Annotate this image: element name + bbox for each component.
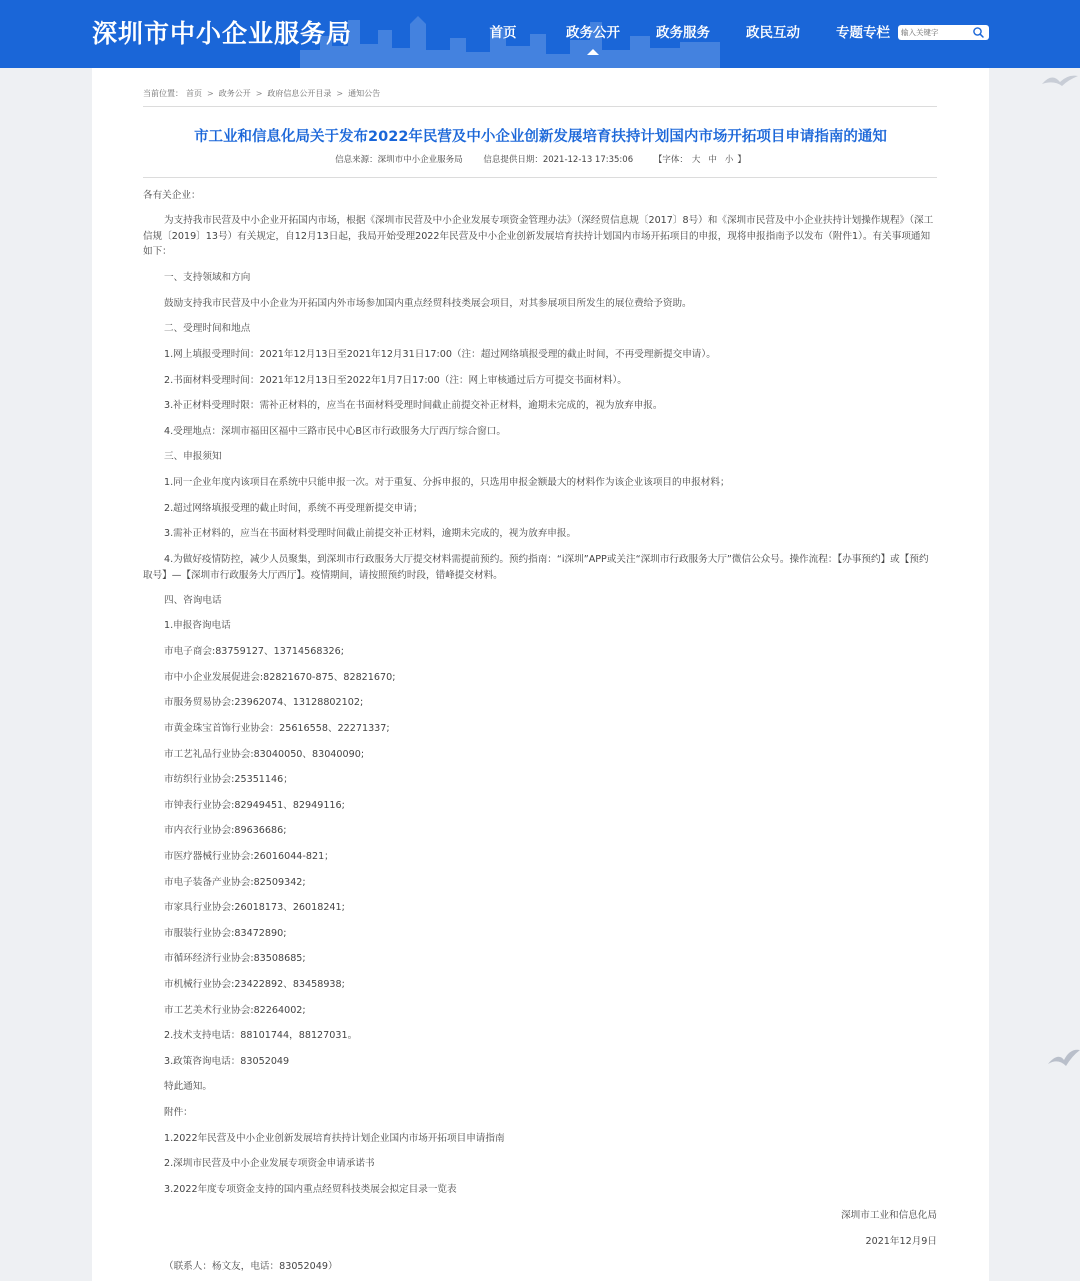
- contact-line: 市纺织行业协会:25351146；: [164, 774, 293, 785]
- contact-line: 市钟表行业协会:82949451、82949116;: [164, 800, 345, 811]
- font-size-medium[interactable]: 中: [708, 155, 717, 165]
- contact-line: 市电子商会:83759127、13714568326;: [164, 646, 344, 657]
- breadcrumb-separator: >: [336, 89, 344, 98]
- section-heading: 二、受理时间和地点: [164, 323, 251, 334]
- site-header: [0, 0, 1080, 68]
- section-heading: 四、咨询电话: [164, 595, 222, 606]
- contact-line: 市循环经济行业协会:83508685;: [164, 953, 306, 964]
- section-heading: 三、申报须知: [164, 451, 222, 462]
- divider: [143, 106, 937, 107]
- breadcrumb-item-notices[interactable]: 通知公告: [348, 89, 381, 98]
- attachment-link[interactable]: 1.2022年民营及中小企业创新发展培育扶持计划企业国内市场开拓项目申请指南: [164, 1133, 505, 1144]
- bird-decoration: [1040, 70, 1080, 92]
- paragraph: 1.同一企业年度内该项目在系统中只能申报一次。对于重复、分拆申报的，只选用申报金额最大的材料作为该企业该项目的申报材料；: [164, 477, 730, 488]
- contact-line: 市服装行业协会:83472890;: [164, 928, 287, 939]
- paragraph: 2.技术支持电话：88101744，88127031。: [164, 1030, 358, 1041]
- contact-line: 市内衣行业协会:89636686;: [164, 825, 287, 836]
- nav-government-affairs-open[interactable]: 政务公开: [548, 0, 638, 68]
- font-size-switcher: [654, 155, 746, 165]
- nav-home[interactable]: 首页: [489, 25, 517, 41]
- article-title: 市工业和信息化局关于发布2022年民营及中小企业创新发展培育扶持计划国内市场开拓项目申请指南的通知: [194, 129, 887, 145]
- font-size-small[interactable]: 小: [724, 155, 734, 165]
- breadcrumb: [143, 88, 383, 99]
- nav-government-services[interactable]: 政务服务: [656, 25, 710, 41]
- contact-line: 市服务贸易协会:23962074、13128802102;: [164, 697, 364, 708]
- issue-date: 2021年12月9日: [865, 1236, 937, 1247]
- nav-special-topics[interactable]: 专题专栏: [836, 25, 890, 41]
- search-input[interactable]: [898, 26, 971, 39]
- paragraph: 3.需补正材料的，应当在书面材料受理时间截止前提交补正材料，逾期未完成的，视为放弃申报。: [164, 528, 577, 539]
- contact-line: 市工艺美术行业协会:82264002;: [164, 1005, 306, 1016]
- attachment-link[interactable]: 2.深圳市民营及中小企业发展专项资金申请承诺书: [164, 1158, 375, 1169]
- contact-line: 市家具行业协会:26018173、26018241;: [164, 902, 345, 913]
- bird-decoration: [1048, 1046, 1080, 1070]
- contact-line: 市医疗器械行业协会:26016044-821；: [164, 851, 334, 862]
- paragraph: 4.受理地点：深圳市福田区福中三路市民中心B区市行政服务大厅西厅综合窗口。: [164, 426, 506, 437]
- content-panel: [92, 68, 989, 1281]
- attachments-heading: 附件：: [164, 1107, 193, 1118]
- article-meta: [92, 153, 989, 165]
- main-nav: [458, 0, 908, 68]
- contact-line: 市工艺礼品行业协会:83040050、83040090;: [164, 749, 365, 760]
- contact-line: 市电子装备产业协会:82509342;: [164, 877, 306, 888]
- issuer: 深圳市工业和信息化局: [841, 1210, 937, 1221]
- font-size-close: 】: [737, 155, 746, 165]
- breadcrumb-item-info-catalog[interactable]: 政府信息公开目录: [267, 89, 332, 98]
- breadcrumb-item-government-affairs[interactable]: 政务公开: [218, 89, 251, 98]
- paragraph: 2.书面材料受理时间：2021年12月13日至2022年1月7日17:00（注：网上审核通过后方可提交书面材料）。: [164, 375, 627, 386]
- font-size-label: 【字体：: [653, 155, 688, 165]
- paragraph: 鼓励支持我市民营及中小企业为开拓国内外市场参加国内重点经贸科技类展会项目，对其参展项目所发生的展位费给予资助。: [164, 298, 692, 309]
- font-size-large[interactable]: 大: [691, 155, 701, 165]
- section-heading: 一、支持领域和方向: [164, 272, 251, 283]
- nav-public-interaction[interactable]: 政民互动: [746, 25, 800, 41]
- site-title[interactable]: 深圳市中小企业服务局: [92, 19, 353, 48]
- paragraph: 4.为做好疫情防控，减少人员聚集，到深圳市行政服务大厅提交材料需提前预约。预约指南：“i深圳”APP或关注“深圳市行政服务大厅”微信公众号。操作流程：【办事预约】或【预约取号】—【深圳市行政服务大厅西厅】。疫情期间，请按照预约时段，错峰提交材料。: [143, 554, 929, 581]
- contact-line: 市黄金珠宝首饰行业协会：25616558、22271337;: [164, 723, 390, 734]
- divider: [143, 177, 937, 178]
- breadcrumb-separator: >: [207, 89, 214, 98]
- paragraph: 特此通知。: [164, 1081, 212, 1092]
- info-source: 信息来源：深圳市中小企业服务局: [335, 155, 463, 165]
- paragraph: 2.超过网络填报受理的截止时间，系统不再受理新提交申请；: [164, 503, 423, 514]
- paragraph-intro: 为支持我市民营及中小企业开拓国内市场，根据《深圳市民营及中小企业发展专项资金管理办法》（深经贸信息规〔2017〕8号）和《深圳市民营及中小企业扶持计划操作规程》（深工信规〔2019〕13号）有关规定，自12月13日起，我局开始受理2022年民营及中小企业创新发展培育扶持计划国内市场开拓项目的申报，现将申报指南予以发布（附件1）。有关事项通知如下：: [143, 215, 934, 257]
- search-box: [898, 25, 989, 40]
- paragraph: 3.补正材料受理时限：需补正材料的，应当在书面材料受理时间截止前提交补正材料，逾期未完成的，视为放弃申报。: [164, 400, 663, 411]
- breadcrumb-item-home[interactable]: 首页: [186, 89, 202, 98]
- info-date: 信息提供日期：2021-12-13 17:35:06: [483, 155, 634, 165]
- breadcrumb-separator: >: [255, 89, 263, 98]
- contact-info: （联系人：杨文友，电话：83052049）: [164, 1261, 338, 1272]
- attachment-link[interactable]: 3.2022年度专项资金支持的国内重点经贸科技类展会拟定目录一览表: [164, 1184, 457, 1195]
- breadcrumb-prefix: 当前位置：: [143, 89, 183, 98]
- paragraph: 1.网上填报受理时间：2021年12月13日至2021年12月31日17:00（注：超过网络填报受理的截止时间，不再受理新提交申请）。: [164, 349, 716, 360]
- contact-line: 市机械行业协会:23422892、83458938;: [164, 979, 345, 990]
- paragraph: 3.政策咨询电话：83052049: [164, 1056, 290, 1067]
- search-icon[interactable]: [972, 26, 985, 39]
- paragraph: 1.申报咨询电话: [164, 620, 231, 631]
- paragraph-salutation: 各有关企业：: [143, 190, 201, 201]
- contact-line: 市中小企业发展促进会:82821670-875、82821670;: [164, 672, 396, 683]
